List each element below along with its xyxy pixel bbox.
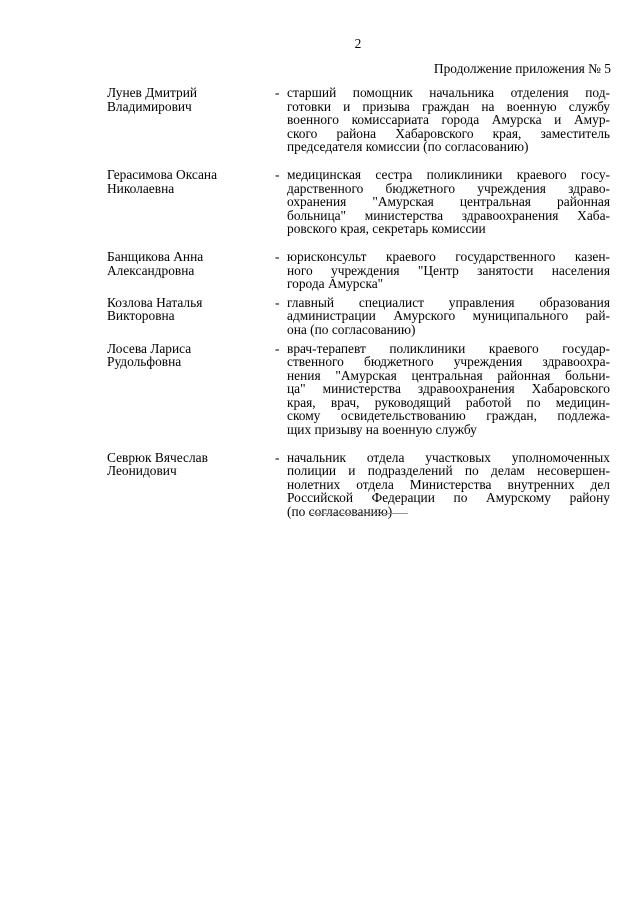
member-role-line: начальник отдела участковых уполномоченных: [287, 449, 610, 465]
members-list: [107, 86, 610, 519]
member-role-line: она (по согласованию): [287, 321, 416, 337]
member-dash: -: [275, 449, 280, 465]
member-name: [107, 451, 275, 478]
member-name-line: Банщикова Анна: [107, 248, 204, 264]
member-role-line: охранения "Амурская центральная районная: [287, 194, 610, 210]
member-name-line: Севрюк Вячеслав: [107, 449, 208, 465]
member-role: [287, 451, 610, 519]
member-dash: -: [275, 166, 280, 182]
member-role: [287, 250, 610, 291]
member-role-line: скому освидетельствованию граждан, подлежа-: [287, 408, 610, 424]
member-role-line: дарственного бюджетного учреждения здраво-: [287, 180, 610, 196]
member-role-line: полиции и подразделений по делам несовершен-: [287, 463, 610, 479]
member-role-line: главный специалист управления образования: [287, 294, 610, 310]
member-entry: [107, 342, 610, 437]
page-number: 2: [354, 36, 362, 51]
member-name-line: Герасимова Оксана: [107, 166, 218, 182]
member-role-line: ца" министерства здравоохранения Хабаровского: [287, 381, 610, 397]
appendix-note: Продолжение приложения № 5: [433, 61, 611, 76]
member-entry: [107, 296, 610, 337]
member-dash: -: [275, 340, 280, 356]
member-name-line: Александровна: [107, 262, 195, 278]
member-name: [107, 168, 275, 195]
member-role-line: старший помощник начальника отделения под-: [287, 85, 610, 100]
member-role-line: Российской Федерации по Амурскому району: [287, 490, 610, 506]
member-name-line: Лосева Лариса: [107, 340, 192, 356]
member-name-line: Лунев Дмитрий: [107, 85, 198, 100]
member-role-line: юрисконсульт краевого государственного казен-: [287, 248, 610, 264]
member-role: [287, 86, 610, 154]
member-entry: [107, 250, 610, 291]
member-name: [107, 342, 275, 369]
member-role-line: больница" министерства здравоохранения Хаба-: [287, 207, 610, 223]
member-dash: -: [275, 248, 280, 264]
member-role-line: ского района Хабаровского края, заместитель: [287, 125, 610, 141]
member-entry: [107, 168, 610, 236]
member-name-line: Леонидович: [107, 463, 177, 479]
end-divider: [311, 513, 408, 514]
member-role-line: края, врач, руководящий работой по медицин-: [287, 394, 610, 410]
member-role-line: готовки и призыва граждан на военную службу: [287, 98, 610, 114]
member-role-line: медицинская сестра поликлиники краевого госу-: [287, 166, 610, 182]
member-role: [287, 342, 610, 437]
member-name: [107, 250, 275, 277]
member-name-line: Владимирович: [107, 98, 192, 114]
member-role-line: военного комиссариата города Амурска и Амур-: [287, 112, 610, 128]
member-role-line: ного учреждения "Центр занятости населения: [287, 262, 610, 278]
member-name-line: Рудольфовна: [107, 354, 182, 370]
member-role-line: администрации Амурского муниципального рай-: [287, 308, 610, 324]
member-dash: -: [275, 294, 280, 310]
member-role-line: (по согласованию): [287, 504, 393, 520]
member-role-line: города Амурска": [287, 276, 384, 292]
member-name-line: Козлова Наталья: [107, 294, 203, 310]
member-role-line: врач-терапевт поликлиники краевого государ-: [287, 340, 610, 356]
member-role-line: нолетних отдела Министерства внутренних дел: [287, 476, 610, 492]
member-dash: -: [275, 85, 280, 100]
member-role-line: председателя комиссии (по согласованию): [287, 139, 529, 155]
member-role-line: ственного бюджетного учреждения здравоохра-: [287, 354, 610, 370]
member-role: [287, 296, 610, 337]
member-role: [287, 168, 610, 236]
member-name: [107, 296, 275, 323]
member-name: [107, 86, 275, 113]
member-entry: [107, 86, 610, 154]
member-name-line: Николаевна: [107, 180, 175, 196]
member-name-line: Викторовна: [107, 308, 175, 324]
member-role-line: ровского края, секретарь комиссии: [287, 221, 486, 237]
member-role-line: нения "Амурская центральная районная больни-: [287, 367, 610, 383]
member-role-line: щих призыву на военную службу: [287, 422, 477, 438]
member-entry: [107, 451, 610, 519]
